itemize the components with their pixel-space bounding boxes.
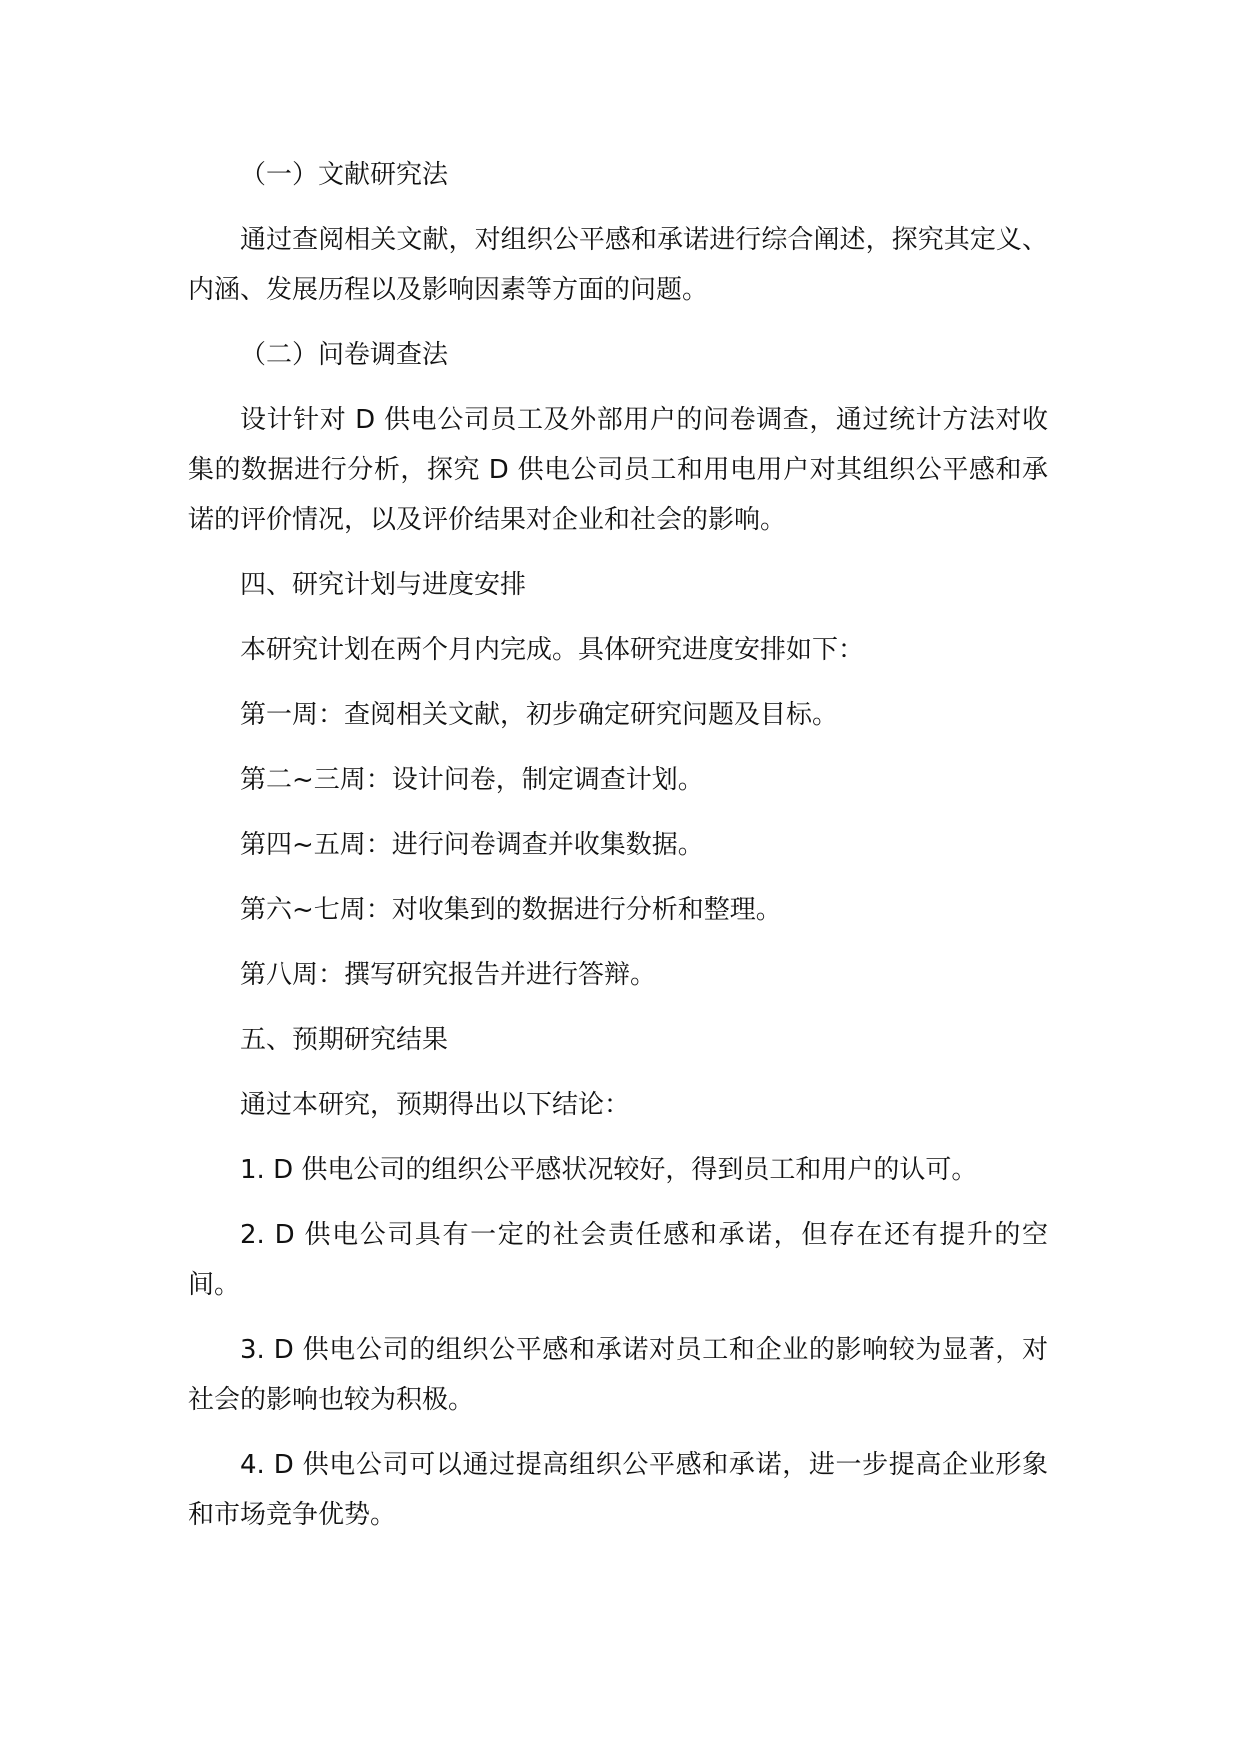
paragraph-literature-method: 通过查阅相关文献，对组织公平感和承诺进行综合阐述，探究其定义、内涵、发展历程以及影响因素等方面的问题。 [188, 225, 1048, 305]
result-item-2: 2. D 供电公司具有一定的社会责任感和承诺，但存在还有提升的空间。 [188, 1220, 1048, 1300]
paragraph-results-intro: 通过本研究，预期得出以下结论： [240, 1090, 631, 1120]
schedule-item-week-8: 第八周：撰写研究报告并进行答辩。 [240, 960, 657, 990]
schedule-item-week-6-7: 第六~七周：对收集到的数据进行分析和整理。 [240, 895, 782, 925]
section-heading-literature-method: （一）文献研究法 [240, 160, 449, 190]
schedule-item-week-4-5: 第四~五周：进行问卷调查并收集数据。 [240, 830, 704, 860]
result-item-1: 1. D 供电公司的组织公平感状况较好，得到员工和用户的认可。 [240, 1155, 978, 1185]
document-body [188, 150, 1048, 1540]
result-item-3: 3. D 供电公司的组织公平感和承诺对员工和企业的影响较为显著，对社会的影响也较为积极。 [188, 1335, 1048, 1415]
paragraph-questionnaire-method: 设计针对 D 供电公司员工及外部用户的问卷调查，通过统计方法对收集的数据进行分析，探究 D 供电公司员工和用电用户对其组织公平感和承诺的评价情况，以及评价结果对企业和社会的影响。 [188, 405, 1048, 535]
schedule-item-week-1: 第一周：查阅相关文献，初步确定研究问题及目标。 [240, 700, 839, 730]
result-item-4: 4. D 供电公司可以通过提高组织公平感和承诺，进一步提高企业形象和市场竞争优势。 [188, 1450, 1048, 1530]
section-heading-expected-results: 五、预期研究结果 [240, 1025, 449, 1055]
paragraph-plan-intro: 本研究计划在两个月内完成。具体研究进度安排如下： [240, 635, 865, 665]
schedule-item-week-2-3: 第二~三周：设计问卷，制定调查计划。 [240, 765, 704, 795]
section-heading-research-plan: 四、研究计划与进度安排 [240, 570, 527, 600]
section-heading-questionnaire-method: （二）问卷调查法 [240, 340, 449, 370]
